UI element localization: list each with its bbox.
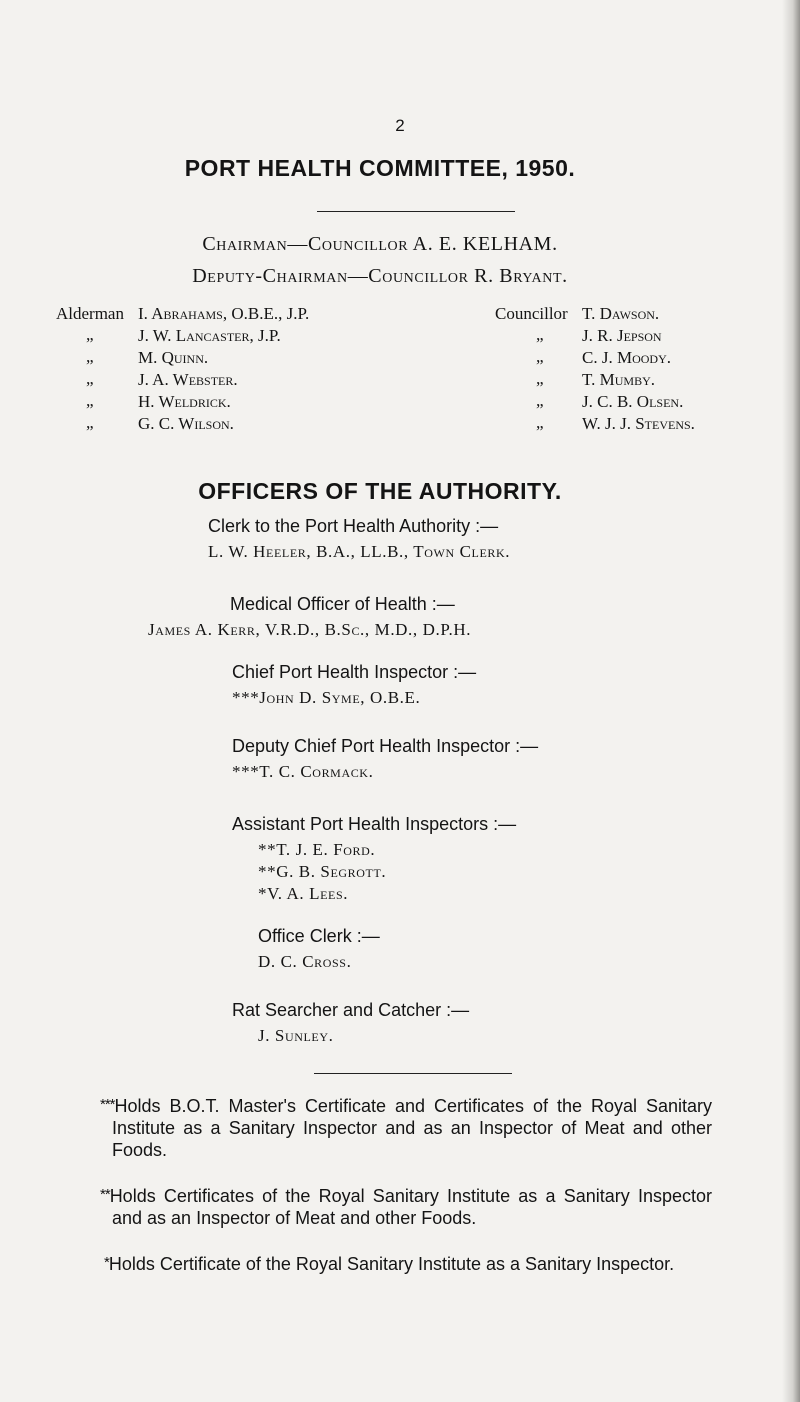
councillor-name: J. R. Jepson	[582, 326, 662, 345]
councillor-name: W. J. J. Stevens.	[582, 414, 695, 433]
officer-role-label: Rat Searcher and Catcher :—	[232, 1000, 470, 1020]
officer-name: James A. Kerr, V.R.D., B.Sc., M.D., D.P.H.	[148, 620, 472, 639]
officers-title: OFFICERS OF THE AUTHORITY.	[198, 478, 562, 504]
deputy-chairman-line: Deputy-Chairman—Councillor R. Bryant.	[192, 265, 568, 287]
alderman-name: G. C. Wilson.	[138, 414, 234, 433]
footnote	[100, 1184, 712, 1229]
officer-role-label: Office Clerk :—	[258, 926, 380, 946]
officer-role-label: Deputy Chief Port Health Inspector :—	[232, 736, 539, 756]
footnote	[104, 1252, 712, 1275]
officer-name: **G. B. Segrott.	[258, 862, 387, 881]
footnote-text: Holds Certificates of the Royal Sanitary Institute as a Sanitary Inspector and as an Inspector of Meat and other Foods.	[109, 1186, 712, 1228]
officer-role-label: Assistant Port Health Inspectors :—	[232, 814, 517, 834]
footnote-mark: *	[104, 1254, 109, 1271]
ditto-mark: „	[86, 369, 94, 388]
alderman-name: M. Quinn.	[138, 348, 209, 367]
ditto-mark: „	[536, 391, 544, 410]
councillor-name: T. Mumby.	[582, 370, 655, 389]
alderman-name: J. A. Webster.	[138, 370, 238, 389]
page-number: 2	[395, 116, 405, 135]
footnote-text: Holds B.O.T. Master's Certificate and Certificates of the Royal Sanitary Institute as a Sanitary Inspector and as an Inspector of Meat and other Foods.	[112, 1096, 712, 1160]
page-edge-shadow	[782, 0, 800, 1402]
footnote-mark: **	[100, 1186, 110, 1203]
officer-name: D. C. Cross.	[258, 952, 352, 971]
ditto-mark: „	[86, 391, 94, 410]
ditto-mark: „	[86, 413, 94, 432]
ditto-mark: „	[536, 369, 544, 388]
officer-name: ***John D. Syme, O.B.E.	[232, 688, 421, 707]
ditto-mark: „	[86, 325, 94, 344]
alderman-name: I. Abrahams, O.B.E., J.P.	[138, 304, 310, 323]
councillor-name: J. C. B. Olsen.	[582, 392, 684, 411]
divider-bottom	[314, 1073, 512, 1074]
alderman-name: H. Weldrick.	[138, 392, 231, 411]
councillor-name: C. J. Moody.	[582, 348, 671, 367]
ditto-mark: „	[536, 413, 544, 432]
ditto-mark: „	[536, 325, 544, 344]
ditto-mark: „	[86, 347, 94, 366]
officer-role-label: Medical Officer of Health :—	[230, 594, 455, 614]
officer-name: L. W. Heeler, B.A., LL.B., Town Clerk.	[208, 542, 511, 561]
alderman-name: J. W. Lancaster, J.P.	[138, 326, 281, 345]
officer-name: J. Sunley.	[258, 1026, 334, 1045]
page-title: PORT HEALTH COMMITTEE, 1950.	[184, 155, 576, 181]
councillor-name: T. Dawson.	[582, 304, 660, 323]
alderman-label: Alderman	[56, 304, 124, 323]
footnote	[100, 1094, 712, 1161]
councillor-label: Councillor	[495, 304, 568, 323]
footnote-text: Holds Certificate of the Royal Sanitary Institute as a Sanitary Inspector.	[108, 1254, 675, 1274]
footnote-mark: ***	[100, 1096, 115, 1113]
divider-top	[317, 211, 515, 212]
chairman-line: Chairman—Councillor A. E. KELHAM.	[202, 233, 558, 255]
officer-role-label: Clerk to the Port Health Authority :—	[208, 516, 499, 536]
officer-name: *V. A. Lees.	[258, 884, 349, 903]
officer-name: ***T. C. Cormack.	[232, 762, 374, 781]
officer-name: **T. J. E. Ford.	[258, 840, 376, 859]
officer-role-label: Chief Port Health Inspector :—	[232, 662, 477, 682]
ditto-mark: „	[536, 347, 544, 366]
